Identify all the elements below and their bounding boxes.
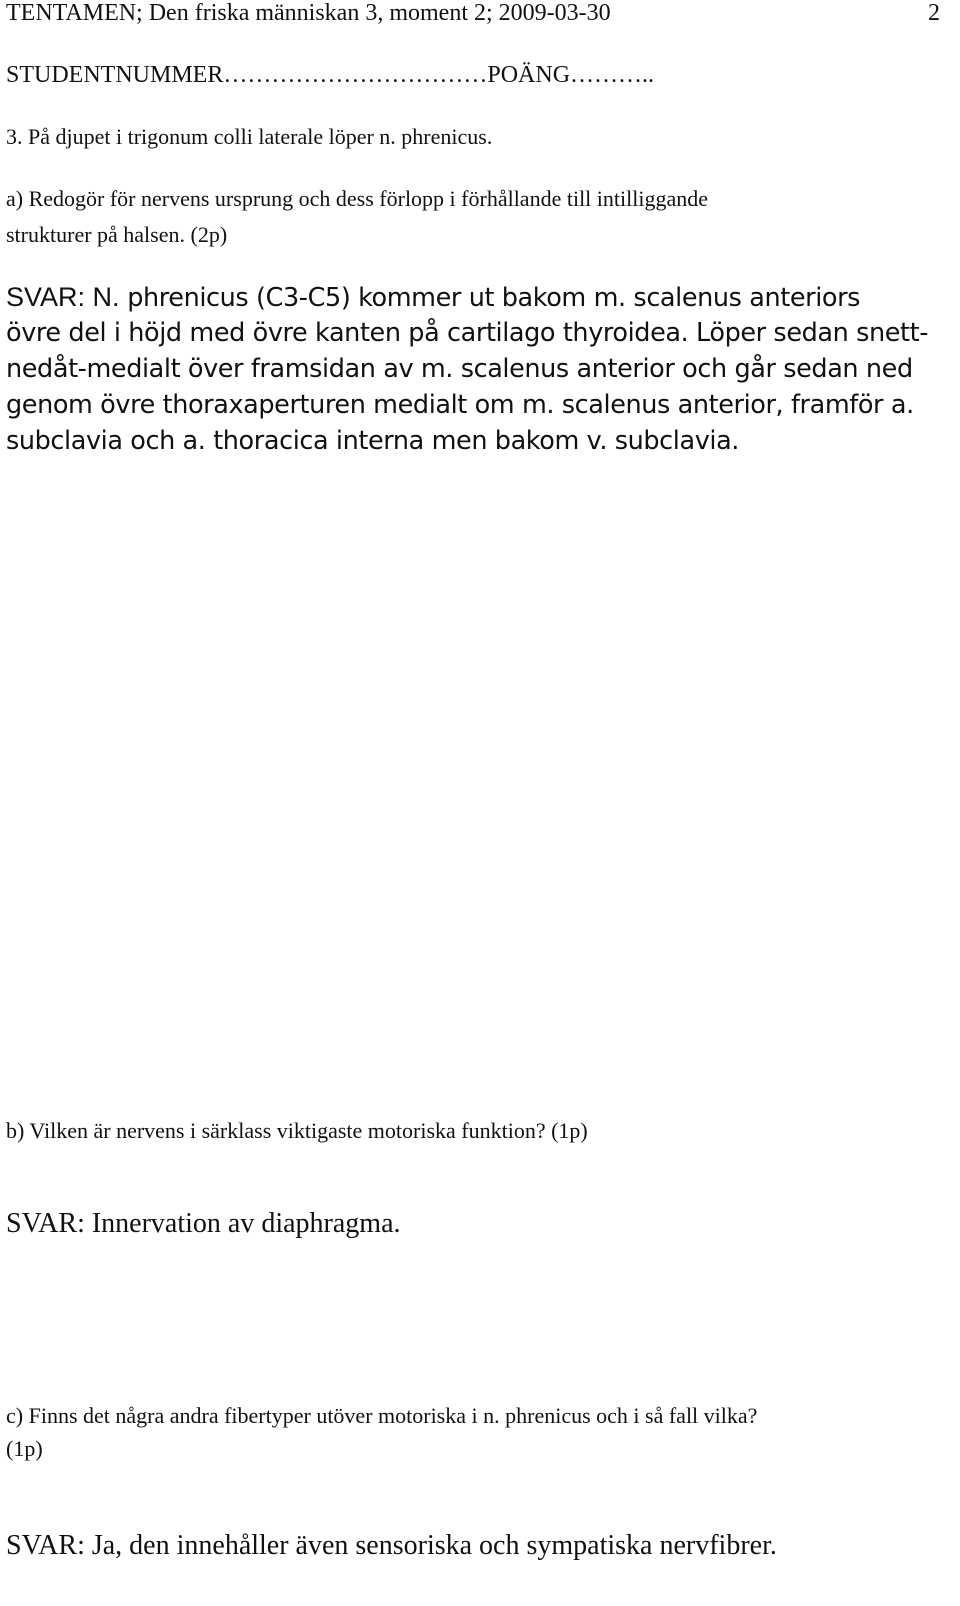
answer-a-lead: SVAR: N.: [6, 282, 120, 312]
answer-a-first-rest: phrenicus (C3-C5) kommer ut bakom m. scalenus anteriors: [119, 283, 861, 313]
answer-a-line-2: övre del i höjd med övre kanten på cartilago thyroidea. Löper sedan snett-: [6, 318, 929, 348]
student-number-dots: ……………………………: [223, 62, 488, 88]
question-c-line-2: (1p): [6, 1436, 43, 1461]
student-points-line: [6, 62, 654, 89]
answer-a-line-5: subclavia och a. thoracica interna men bakom v. subclavia.: [6, 426, 739, 456]
answer-a-line-4: genom övre thoraxaperturen medialt om m. scalenus anterior, framför a.: [6, 390, 914, 420]
page-number: 2: [928, 0, 940, 26]
exam-header-title: TENTAMEN; Den friska människan 3, moment 2; 2009-03-30: [6, 0, 611, 26]
question-a-line-1: a) Redogör för nervens ursprung och dess förlopp i förhållande till intilliggande: [6, 186, 708, 211]
points-dots: ………..: [570, 62, 655, 88]
question-b: b) Vilken är nervens i särklass viktigaste motoriska funktion? (1p): [6, 1118, 588, 1143]
question-c-line-1: c) Finns det några andra fibertyper utöver motoriska i n. phrenicus och i så fall vilka?: [6, 1403, 758, 1428]
answer-a-line-3: nedåt-medialt över framsidan av m. scalenus anterior och går sedan ned: [6, 354, 913, 384]
student-number-label: STUDENTNUMMER: [6, 62, 224, 88]
answer-c: SVAR: Ja, den innehåller även sensoriska och sympatiska nervfibrer.: [6, 1530, 777, 1561]
answer-b: SVAR: Innervation av diaphragma.: [6, 1208, 401, 1239]
answer-a-line-1: [6, 282, 860, 313]
question-3-intro: 3. På djupet i trigonum colli laterale löper n. phrenicus.: [6, 124, 493, 149]
question-a-line-2: strukturer på halsen. (2p): [6, 222, 228, 247]
points-label: POÄNG: [487, 62, 571, 88]
